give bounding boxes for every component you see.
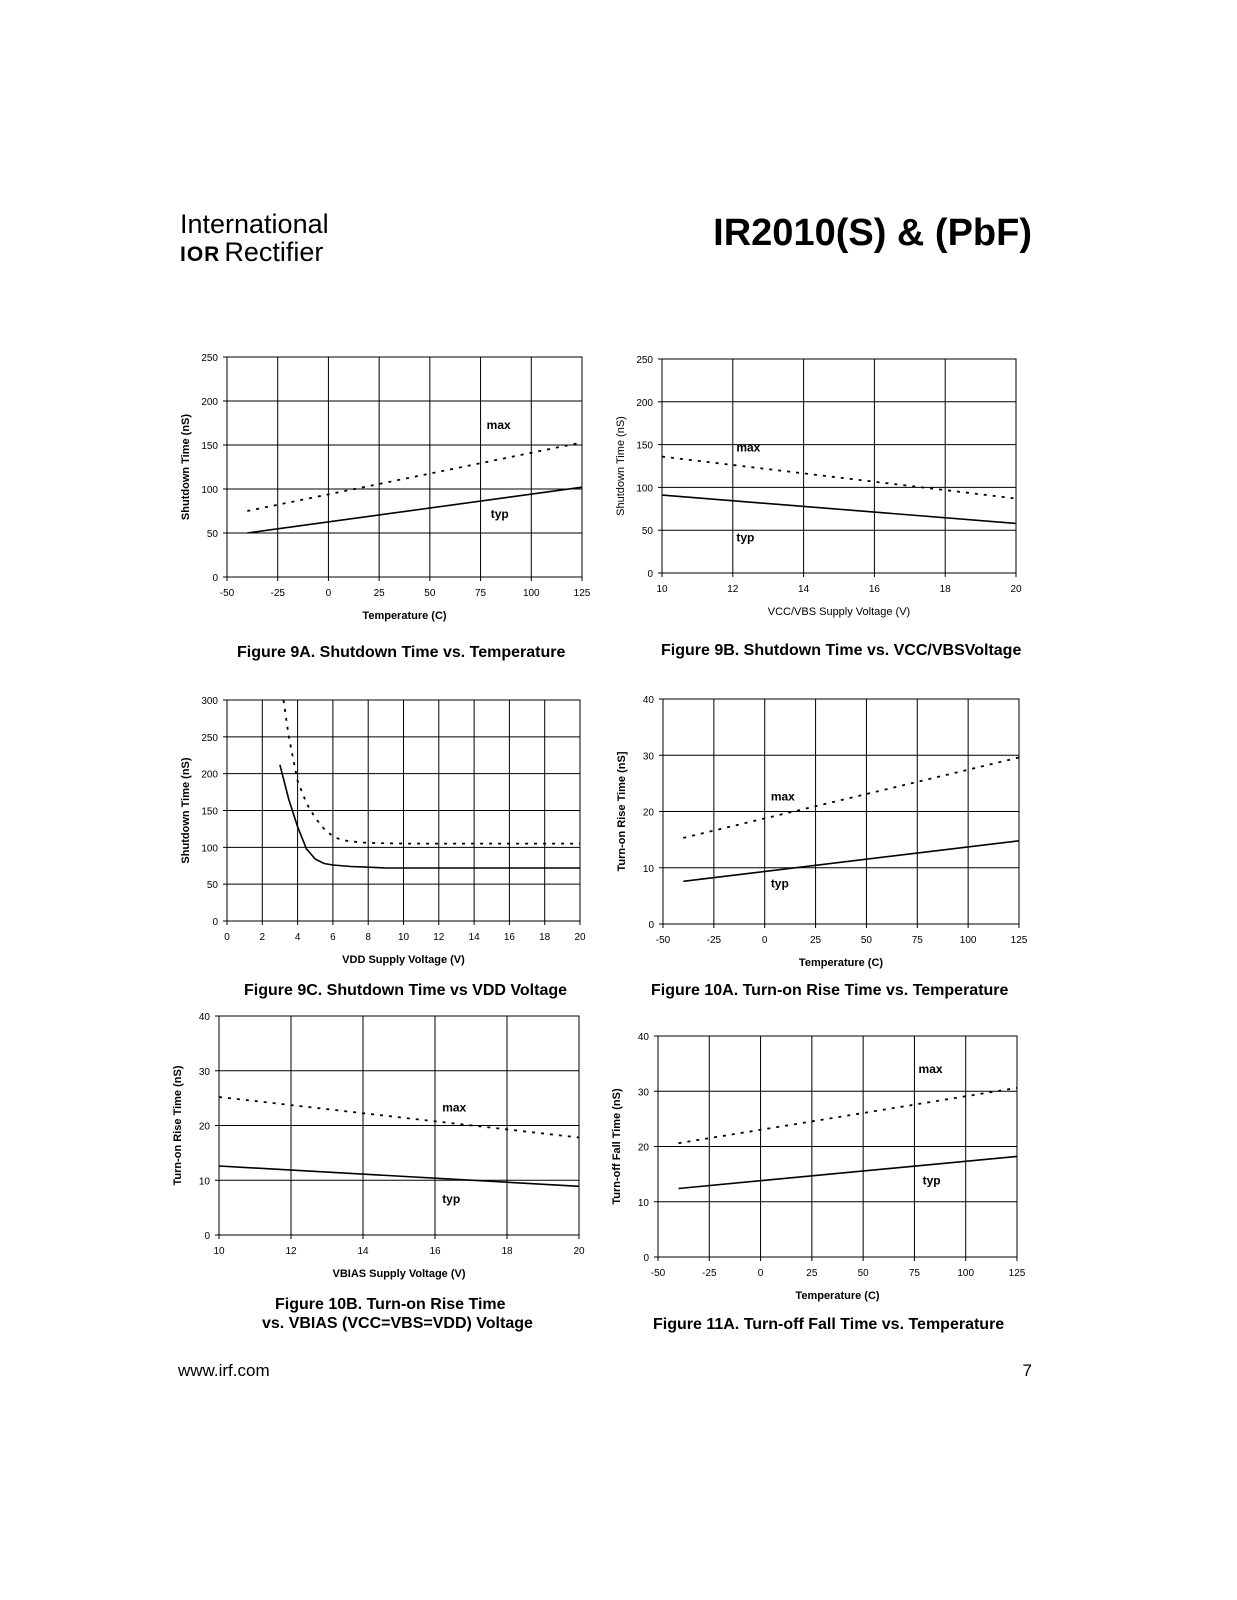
fig10a-tick-label-x-7: 125 xyxy=(1010,935,1028,946)
fig9a-tick-label-x-7: 125 xyxy=(573,588,591,599)
fig9c-tick-label-y-0: 0 xyxy=(212,917,218,928)
company-name-line2: Rectifier xyxy=(224,237,324,267)
fig9c-tick-label-x-7: 14 xyxy=(468,932,480,943)
fig9c-tick-label-y-3: 150 xyxy=(201,806,218,818)
fig10a-series-typ-line xyxy=(683,841,1019,882)
fig9a-y-axis-label: Shutdown Time (nS) xyxy=(180,413,192,521)
fig10b-plot-frame xyxy=(219,1016,579,1235)
fig9c-tick-label-y-5: 250 xyxy=(201,732,218,744)
fig9c-tick-label-x-2: 4 xyxy=(294,932,301,943)
fig10b-tick-label-x-5: 20 xyxy=(573,1246,585,1257)
fig9b-tick-label-x-2: 14 xyxy=(798,584,810,595)
fig10b-annotation-max: max xyxy=(442,1100,467,1115)
fig10a-tick-label-y-4: 40 xyxy=(642,695,654,706)
fig10a-tick-label-x-2: 0 xyxy=(761,935,768,946)
fig9b-annotation-max: max xyxy=(736,440,761,455)
fig11a-tick-label-x-0: -50 xyxy=(650,1268,666,1279)
caption-fig9b: Figure 9B. Shutdown Time vs. VCC/VBSVoltage xyxy=(661,642,1022,659)
fig9a-x-axis-label: Temperature (C) xyxy=(362,610,447,622)
fig9c-tick-label-x-6: 12 xyxy=(433,932,445,943)
fig11a-tick-label-x-4: 50 xyxy=(857,1268,869,1279)
fig9c-tick-label-x-5: 10 xyxy=(397,932,410,943)
chart-fig9b-group xyxy=(615,355,1022,618)
fig9b-tick-label-y-5: 250 xyxy=(636,355,653,366)
fig10b-tick-label-x-4: 18 xyxy=(501,1246,513,1257)
company-logo xyxy=(180,210,329,269)
fig10b-tick-label-y-2: 20 xyxy=(198,1121,210,1133)
fig9a-tick-label-x-4: 50 xyxy=(424,588,436,599)
fig9a-tick-label-y-0: 0 xyxy=(212,573,218,584)
fig9a-tick-label-x-5: 75 xyxy=(475,588,487,599)
fig9a-tick-label-y-4: 200 xyxy=(201,397,218,408)
fig9c-y-axis-label: Shutdown Time (nS) xyxy=(180,757,192,864)
caption-fig9a: Figure 9A. Shutdown Time vs. Temperature xyxy=(237,644,566,661)
caption-fig9c: Figure 9C. Shutdown Time vs VDD Voltage xyxy=(244,982,568,999)
fig9a-tick-label-x-3: 25 xyxy=(373,588,385,599)
chart-fig9a-group xyxy=(180,353,591,622)
fig11a-tick-label-x-7: 125 xyxy=(1008,1268,1026,1279)
fig11a-tick-label-x-6: 100 xyxy=(957,1268,975,1279)
fig11a-tick-label-y-4: 40 xyxy=(637,1032,649,1043)
fig9a-tick-label-y-5: 250 xyxy=(201,353,218,364)
chart-fig10b-group xyxy=(172,1012,585,1280)
fig10b-tick-label-x-1: 12 xyxy=(285,1246,297,1257)
fig10a-tick-label-x-4: 50 xyxy=(860,935,872,946)
fig11a-plot-frame xyxy=(658,1036,1017,1257)
fig9a-plot-frame xyxy=(227,357,582,577)
company-name-line1: International xyxy=(180,209,329,239)
fig9b-tick-label-x-1: 12 xyxy=(727,584,739,595)
fig9b-plot-frame xyxy=(662,359,1016,573)
fig11a-series-typ-line xyxy=(679,1156,1018,1188)
fig9b-tick-label-x-5: 20 xyxy=(1010,584,1022,595)
fig10b-series-typ-line xyxy=(219,1166,579,1186)
fig9b-tick-label-y-0: 0 xyxy=(647,569,653,580)
fig11a-tick-label-x-3: 25 xyxy=(806,1268,818,1279)
caption-fig10b-line1: Figure 10B. Turn-on Rise Time xyxy=(275,1296,506,1313)
fig9a-tick-label-x-1: -25 xyxy=(270,588,285,599)
fig10a-tick-label-x-3: 25 xyxy=(810,935,822,946)
page-number: 7 xyxy=(1022,1361,1032,1380)
fig9b-tick-label-y-3: 150 xyxy=(636,440,653,452)
fig11a-tick-label-x-1: -25 xyxy=(702,1268,717,1279)
fig10b-tick-label-y-3: 30 xyxy=(198,1066,210,1078)
fig10a-annotation-typ: typ xyxy=(770,876,789,891)
fig9b-tick-label-y-4: 200 xyxy=(636,397,653,409)
fig11a-annotation-max: max xyxy=(918,1062,943,1077)
fig9b-tick-label-y-1: 50 xyxy=(641,526,653,538)
fig9a-annotation-typ: typ xyxy=(490,507,509,522)
fig9c-series-typ-line xyxy=(280,765,580,868)
fig9c-series-max-line xyxy=(284,700,581,844)
fig11a-tick-label-y-0: 0 xyxy=(643,1253,649,1264)
fig9c-tick-label-y-1: 50 xyxy=(206,880,218,892)
fig9a-annotation-max: max xyxy=(486,418,511,433)
fig11a-series-max-line xyxy=(679,1088,1018,1143)
fig10a-tick-label-x-1: -25 xyxy=(706,935,722,946)
fig9c-tick-label-x-0: 0 xyxy=(224,932,230,943)
fig9b-tick-label-y-2: 100 xyxy=(636,483,653,495)
fig11a-y-axis-label: Turn-off Fall Time (nS) xyxy=(611,1088,623,1205)
fig9b-series-typ-line xyxy=(662,495,1016,523)
fig9c-tick-label-x-3: 6 xyxy=(330,932,336,943)
fig9a-tick-label-y-3: 150 xyxy=(201,441,218,452)
fig10b-tick-label-y-4: 40 xyxy=(198,1012,210,1023)
part-title: IR2010(S) & (PbF) xyxy=(713,212,1032,254)
fig10a-series-max-line xyxy=(683,758,1019,838)
fig10a-tick-label-x-5: 75 xyxy=(911,935,923,946)
chart-fig10a-group xyxy=(616,695,1028,969)
fig10a-tick-label-y-1: 10 xyxy=(642,863,654,875)
fig10a-tick-label-y-3: 30 xyxy=(642,751,654,763)
fig9b-tick-label-x-4: 18 xyxy=(939,584,951,595)
fig10b-series-max-line xyxy=(219,1097,579,1138)
fig9c-tick-label-x-4: 8 xyxy=(365,932,371,943)
fig10a-plot-frame xyxy=(663,699,1019,924)
chart-fig11a-group xyxy=(611,1032,1026,1302)
fig9c-tick-label-x-10: 20 xyxy=(574,932,586,943)
chart-fig9c-group xyxy=(180,696,586,966)
fig10b-tick-label-x-0: 10 xyxy=(213,1246,225,1257)
fig10b-annotation-typ: typ xyxy=(442,1192,461,1207)
fig11a-x-axis-label: Temperature (C) xyxy=(795,1290,880,1302)
fig9b-tick-label-x-3: 16 xyxy=(868,584,880,595)
footer-url: www.irf.com xyxy=(178,1361,270,1380)
fig10a-x-axis-label: Temperature (C) xyxy=(798,957,884,969)
fig9c-tick-label-x-9: 18 xyxy=(539,932,551,943)
fig9a-series-max-line xyxy=(247,442,582,511)
fig9c-tick-label-y-2: 100 xyxy=(201,843,218,855)
fig9a-tick-label-x-6: 100 xyxy=(522,588,540,599)
fig9c-tick-label-x-1: 2 xyxy=(259,932,266,943)
fig11a-tick-label-y-2: 20 xyxy=(637,1142,649,1154)
fig9b-series-max-line xyxy=(662,457,1016,499)
ior-logo-mark: IOR xyxy=(180,243,221,266)
fig11a-tick-label-y-3: 30 xyxy=(637,1087,649,1099)
fig9b-tick-label-x-0: 10 xyxy=(656,584,668,595)
caption-fig11a: Figure 11A. Turn-off Fall Time vs. Temperature xyxy=(653,1316,1005,1333)
fig9c-plot-frame xyxy=(227,700,580,921)
fig9b-y-axis-label: Shutdown Time (nS) xyxy=(615,416,627,516)
fig10a-annotation-max: max xyxy=(770,789,795,804)
fig10b-tick-label-x-2: 14 xyxy=(357,1246,369,1257)
fig10a-y-axis-label: Turn-on Rise Time (nS] xyxy=(616,751,628,872)
fig10b-tick-label-y-1: 10 xyxy=(198,1176,210,1188)
fig9a-series-typ-line xyxy=(247,487,582,533)
fig10a-tick-label-x-0: -50 xyxy=(655,935,671,946)
fig10a-tick-label-x-6: 100 xyxy=(959,935,977,946)
caption-fig10b-line2: vs. VBIAS (VCC=VBS=VDD) Voltage xyxy=(262,1315,533,1332)
fig9b-x-axis-label: VCC/VBS Supply Voltage (V) xyxy=(767,606,911,618)
fig9a-tick-label-x-2: 0 xyxy=(325,588,332,599)
fig10a-tick-label-y-2: 20 xyxy=(642,807,654,819)
fig10b-y-axis-label: Turn-on Rise Time (nS) xyxy=(172,1065,184,1186)
fig9c-x-axis-label: VDD Supply Voltage (V) xyxy=(342,954,465,966)
fig11a-annotation-typ: typ xyxy=(922,1173,941,1188)
caption-fig10a: Figure 10A. Turn-on Rise Time vs. Temperature xyxy=(651,982,1009,999)
fig11a-tick-label-x-5: 75 xyxy=(908,1268,920,1279)
fig9a-tick-label-x-0: -50 xyxy=(219,588,235,599)
fig9c-tick-label-y-4: 200 xyxy=(201,769,218,781)
fig10b-tick-label-x-3: 16 xyxy=(429,1246,441,1257)
fig11a-tick-label-y-1: 10 xyxy=(637,1197,649,1209)
fig9a-tick-label-y-2: 100 xyxy=(201,485,218,496)
fig9c-tick-label-y-6: 300 xyxy=(201,696,218,707)
fig10b-tick-label-y-0: 0 xyxy=(204,1231,210,1242)
fig9a-tick-label-y-1: 50 xyxy=(206,529,218,540)
fig11a-tick-label-x-2: 0 xyxy=(757,1268,764,1279)
fig9c-tick-label-x-8: 16 xyxy=(503,932,515,943)
fig10b-x-axis-label: VBIAS Supply Voltage (V) xyxy=(332,1268,466,1280)
fig10a-tick-label-y-0: 0 xyxy=(648,920,654,931)
fig9b-annotation-typ: typ xyxy=(736,530,755,545)
